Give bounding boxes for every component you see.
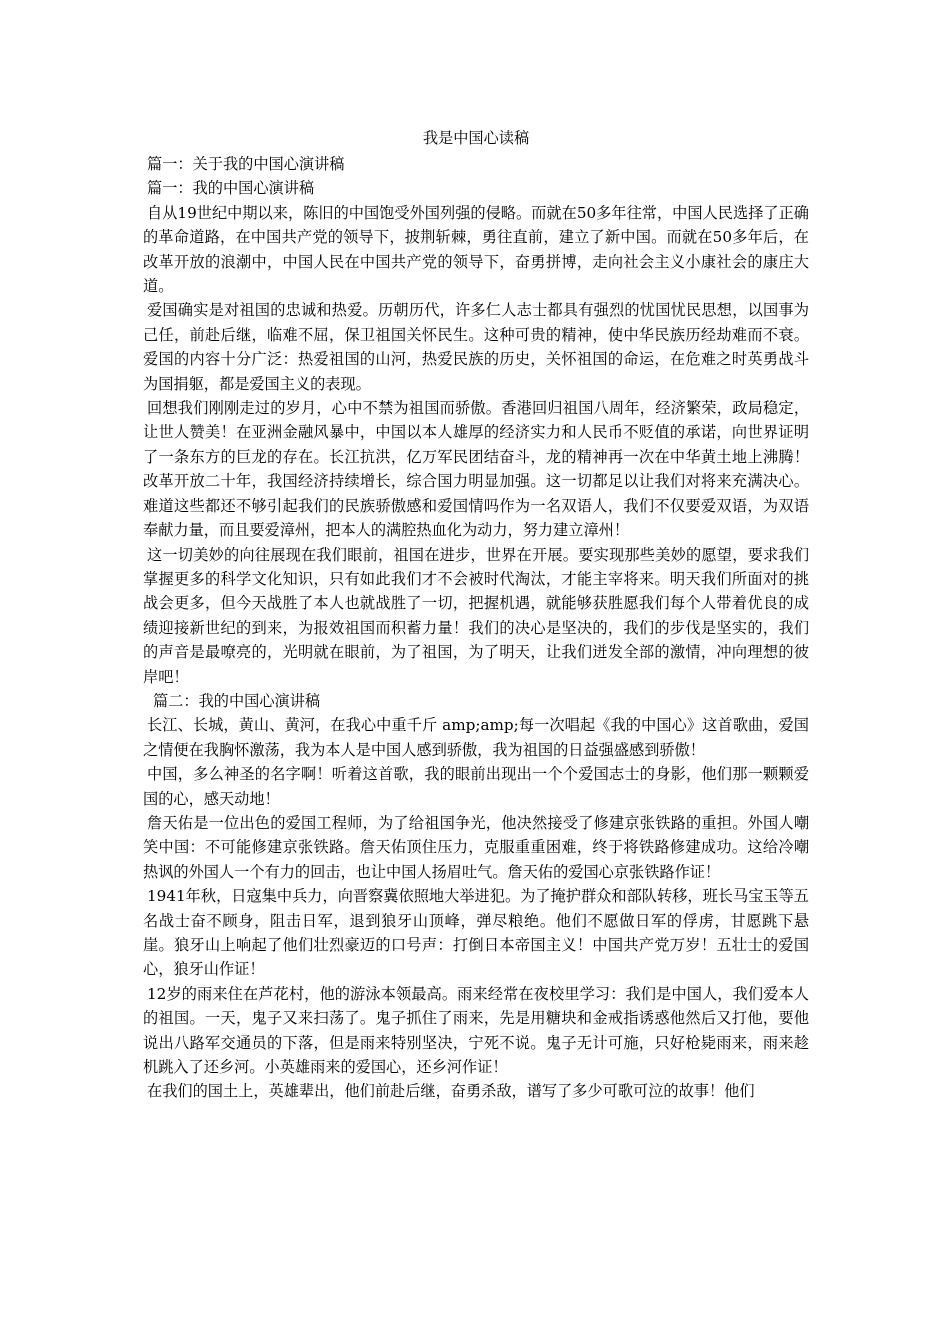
heading-part-one-about: 篇一：关于我的中国心演讲稿	[147, 155, 345, 173]
paragraph: 自从19世纪中期以来，陈旧的中国饱受外国列强的侵略。而就在50多年往常，中国人民选择了正确的革命道路，在中国共产党的领导下，披荆斩棘，勇往直前，建立了新中国。而就在50多年后，在改革开放的浪潮中，中国人民在中国共产党的领导下，奋勇拼博，走向社会主义小康社会的康庄大道。	[143, 203, 809, 296]
paragraph: 在我们的国土上，英雄辈出，他们前赴后继，奋勇杀敌，谱写了多少可歌可泣的故事！他们	[147, 1082, 755, 1101]
paragraph: 爱国确实是对祖国的忠诚和热爱。历朝历代，许多仁人志士都具有强烈的忧国忧民思想，以国事为己任，前赴后继，临难不屈，保卫祖国关怀民生。这种可贵的精神，使中华民族历经劫难而不衰。爱国的内容十分广泛：热爱祖国的山河，热爱民族的历史，关怀祖国的命运，在危难之时英勇战斗为国捐躯，都是爱国主义的表现。	[143, 301, 809, 393]
paragraph: 这一切美妙的向往展现在我们眼前，祖国在进步，世界在开展。要实现那些美妙的愿望，要求我们掌握更多的科学文化知识，只有如此我们才不会被时代淘汰，才能主宰将来。明天我们所面对的挑战会更多，但今天战胜了本人也就战胜了一切，把握机遇，就能够获胜愿我们每个人带着优良的成绩迎接新世纪的到来，为报效祖国而积蓄力量！我们的决心是坚决的，我们的步伐是坚实的，我们的声音是最嘹亮的，光明就在眼前，为了祖国，为了明天，让我们迸发全部的激情，冲向理想的彼岸吧！	[143, 545, 809, 686]
paragraph: 詹天佑是一位出色的爱国工程师，为了给祖国争光，他决然接受了修建京张铁路的重担。外国人嘲笑中国：不可能修建京张铁路。詹天佑顶住压力，克服重重困难，终于将铁路修建成功。这给冷嘲热讽的外国人一个有力的回击，也让中国人扬眉吐气。詹天佑的爱国心京张铁路作证！	[143, 813, 809, 881]
document-page	[143, 126, 809, 1104]
document-title: 我是中国心读稿	[422, 129, 530, 147]
paragraph: 长江、长城，黄山、黄河，在我心中重千斤 amp;amp;每一次唱起《我的中国心》这首歌曲，爱国之情便在我胸怀激荡，我为本人是中国人感到骄傲，我为祖国的日益强盛感到骄傲！	[143, 716, 809, 759]
paragraph: 1941年秋，日寇集中兵力，向晋察冀依照地大举进犯。为了掩护群众和部队转移，班长马宝玉等五名战士奋不顾身，阻击日军，退到狼牙山顶峰，弹尽粮绝。他们不愿做日军的俘虏，甘愿跳下悬崖。狼牙山上响起了他们壮烈豪迈的口号声：打倒日本帝国主义！中国共产党万岁！五壮士的爱国心，狼牙山作证！	[143, 887, 809, 979]
heading-part-one: 篇一：我的中国心演讲稿	[147, 179, 315, 198]
paragraph: 回想我们刚刚走过的岁月，心中不禁为祖国而骄傲。香港回归祖国八周年，经济繁荣，政局稳定，让世人赞美！在亚洲金融风暴中，中国以本人雄厚的经济实力和人民币不贬值的承诺，向世界证明了一条东方的巨龙的存在。长江抗洪，亿万军民团结奋斗，龙的精神再一次在中华黄土地上沸腾！改革开放二十年，我国经济持续增长，综合国力明显加强。这一切都足以让我们对将来充满决心。难道这些都还不够引起我们的民族骄傲感和爱国情吗作为一名双语人，我们不仅要爱双语，为双语奉献力量，而且要爱漳州，把本人的满腔热血化为动力，努力建立漳州！	[143, 399, 809, 540]
heading-part-two: 篇二：我的中国心演讲稿	[153, 691, 321, 710]
paragraph: 12岁的雨来住在芦花村，他的游泳本领最高。雨来经常在夜校里学习：我们是中国人，我们爱本人的祖国。一天，鬼子又来扫荡了。鬼子抓住了雨来，先是用糖块和金戒指诱惑他然后又打他，要他说出八路军交通员的下落，但是雨来特别坚决，宁死不说。鬼子无计可施，只好枪毙雨来，雨来趁机跳入了还乡河。小英雄雨来的爱国心，还乡河作证！	[143, 984, 809, 1077]
paragraph: 中国，多么神圣的名字啊！听着这首歌，我的眼前出现出一个个爱国志士的身影，他们那一颗颗爱国的心，感天动地！	[143, 765, 809, 808]
